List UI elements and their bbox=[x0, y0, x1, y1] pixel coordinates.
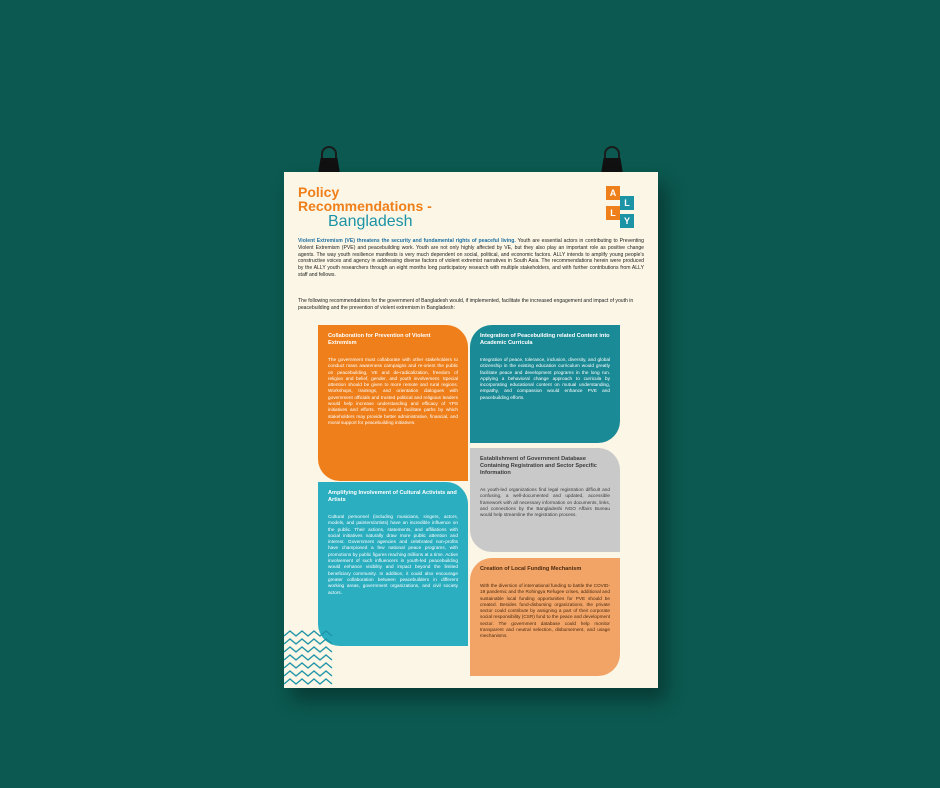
title-line-3: Bangladesh bbox=[328, 213, 413, 230]
intro-lead: Violent Extremism (VE) threatens the security and fundamental rights of peaceful living. bbox=[298, 238, 516, 244]
card-title: Collaboration for Prevention of Violent Extremism bbox=[328, 333, 431, 346]
card-funding bbox=[470, 558, 620, 676]
card-body: With the diversion of international funding to battle the COVID-19 pandemic and the Rohingya Refugee crises, additional and sustainable local funding opportunities for PVE should be created. Besides fund-disbursing organizations, the private sector could contribute by assigning a part of their corporate social responsibility (CSR) fund to the peace and development sector. The government database could help monitor transparent and neutral selection, disbursement, and usage mechanisms. bbox=[480, 583, 610, 639]
card-collaboration bbox=[318, 325, 468, 481]
card-title: Creation of Local Funding Mechanism bbox=[480, 566, 582, 572]
title-line-2: Recommendations - bbox=[298, 198, 432, 214]
card-curricula bbox=[470, 325, 620, 443]
card-title: Amplifying Involvement of Cultural Activists and Artists bbox=[328, 490, 457, 503]
card-title: Establishment of Government Database Containing Registration and Sector Specific Information bbox=[480, 456, 597, 476]
decorative-waves bbox=[284, 630, 344, 688]
card-body: Cultural personnel (including musicians, singers, actors, models, and painters/artists) have an incredible influence on the public. Their actions, statements, and affiliations with social initiatives naturally draw more public attention and interest. Government agencies and celebrated non-profits have championed a few national peace programs, with promotions by public figures reaching millions at a time. Active involvement of such influencers in youth-led peacebuilding would enhance visibility and impact beyond the limited beneficiary community. In addition, it could also encourage greater collaboration between peacebuilders in different working areas, government organizations, and civil society actors. bbox=[328, 514, 458, 595]
card-database bbox=[470, 448, 620, 552]
card-body: The government must collaborate with other stakeholders to conduct mass awareness campaigns and re-orient the public on peacebuilding, VE and de-radicalization, freedom of religion and belief, gender, and youth involvement. Special attention should be given to more remote and rural regions. Workshops, trainings, and orientation dialogues with government officials and trusted political and religious leaders would help increase understanding and efficacy of YPS initiatives and efforts. This would facilitate paths by which stakeholders may provide better administrative, financial, and moral support for peacebuilding initiatives. bbox=[328, 357, 458, 425]
title-line-1: Policy bbox=[298, 184, 340, 200]
intro-paragraph bbox=[298, 238, 644, 279]
card-cultural bbox=[318, 482, 468, 646]
card-title: Integration of Peacebuilding related Content into Academic Curricula bbox=[480, 333, 610, 346]
ally-logo bbox=[606, 186, 640, 224]
intro-recommendations: The following recommendations for the government of Bangladesh would, if implemented, facilitate the increased engagement and impact of youth in peacebuilding and the prevention of violent extremism in Bangladesh: bbox=[298, 298, 634, 311]
logo-letter-l2: L bbox=[606, 206, 620, 220]
poster-title bbox=[298, 185, 432, 230]
logo-letter-l1: L bbox=[620, 196, 634, 210]
card-body: Integration of peace, tolerance, inclusion, diversity, and global citizenship in the existing education curriculum would greatly facilitate peace and development programs in the long run. Applying a behavioral change approach to curricula by incorporating educational content on mutual understanding, empathy, and compassion would enhance PVE and peacebuilding efforts. bbox=[480, 357, 610, 400]
logo-letter-y: Y bbox=[620, 214, 634, 228]
policy-poster bbox=[284, 172, 658, 688]
intro-body: Youth are essential actors in contributing to Preventing Violent Extremism (PVE) and peacebuilding work. Youth are not only highly affected by VE, but they also play an important role as positive change agents. The way youth resilience manifests is very much dependent on social, political, and economic factors. ALLY intends to amplify young people's constructive voices and agency in addressing diverse factors of violent extremist narratives in South Asia. The recommendations herein were produced by the ALLY youth researchers through an eight months long participatory research with multiple stakeholders, and with further contributions from ALLY staff and fellows. bbox=[298, 238, 644, 278]
card-body: As youth-led organizations find legal registration difficult and confusing, a well-documented and updated, accessible framework with all necessary information on documents, links, and connections by the Bangladeshi NGO Affairs Bureau would help streamline the registration process. bbox=[480, 487, 610, 518]
logo-letter-a: A bbox=[606, 186, 620, 200]
